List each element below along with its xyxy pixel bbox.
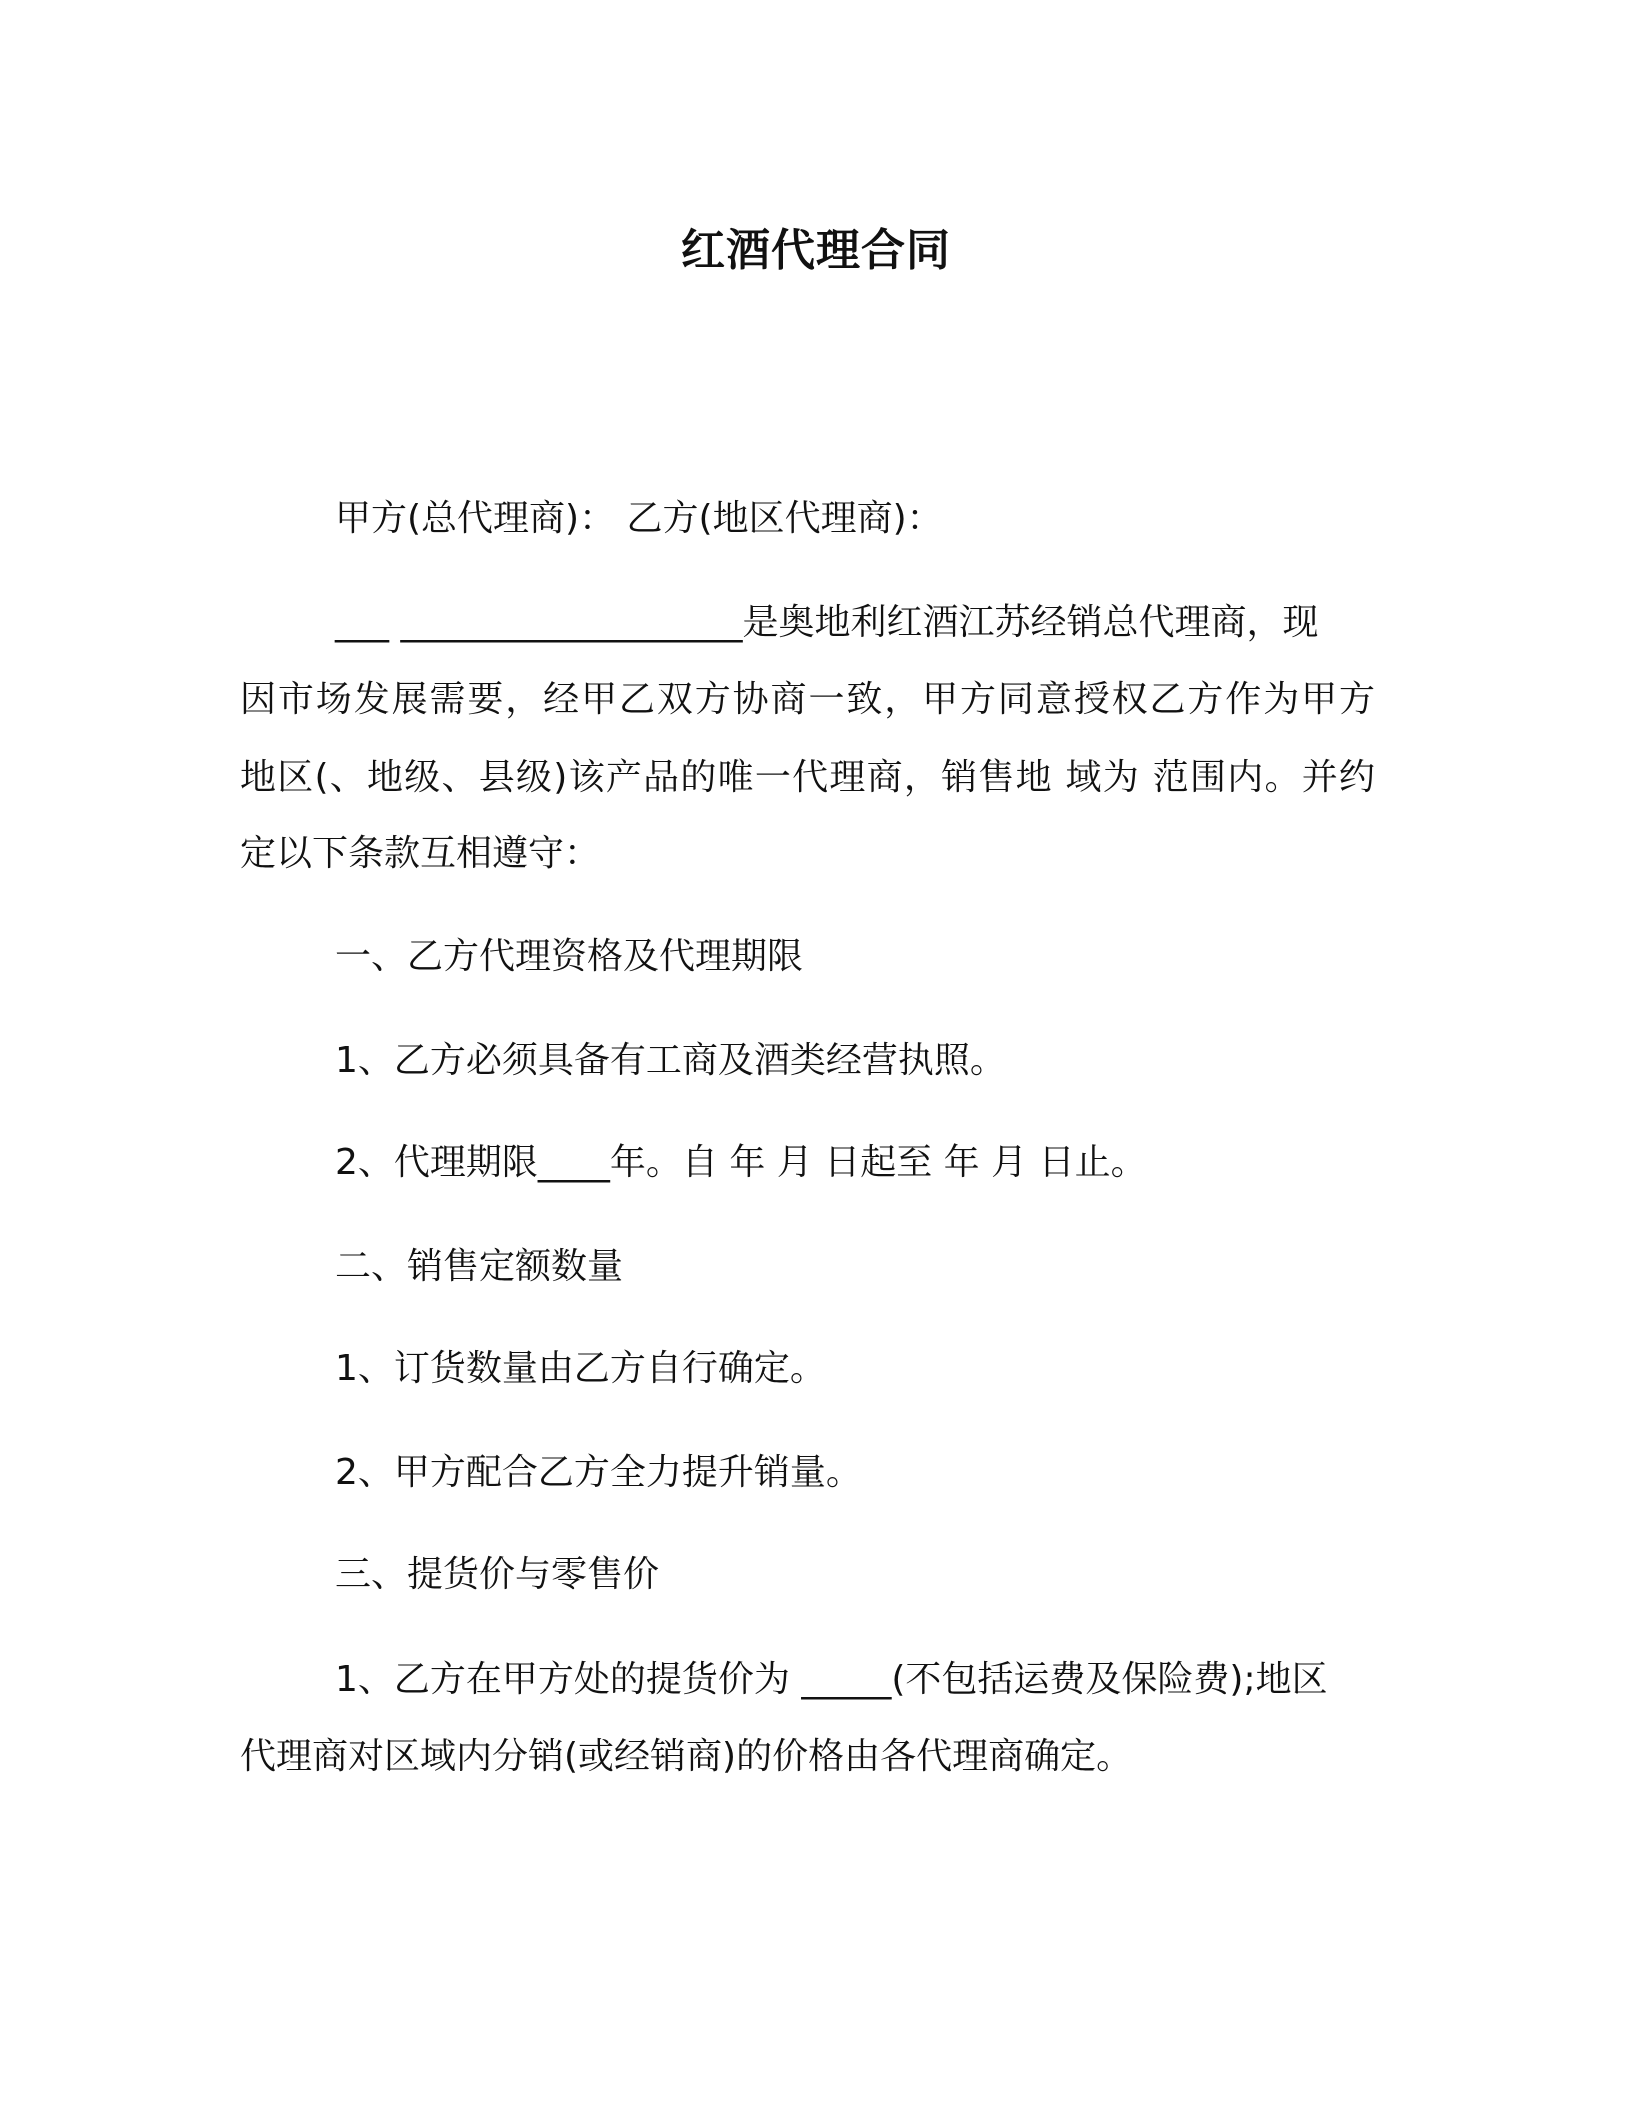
intro-line-4: 定以下条款互相遵守：: [240, 833, 601, 874]
section-2-item-2: 2、甲方配合乙方全力提升销量。: [335, 1452, 862, 1493]
section-3-heading: 三、提货价与零售价: [335, 1554, 660, 1595]
parties-line: 甲方(总代理商)： 乙方(地区代理商)：: [335, 498, 943, 539]
section-3-item-1-line-1: 1、乙方在甲方处的提货价为 _____(不包括运费及保险费);地区: [335, 1659, 1328, 1700]
section-1-heading: 一、乙方代理资格及代理期限: [335, 936, 804, 977]
intro-line-2: 因市场发展需要，经甲乙双方协商一致，甲方同意授权乙方作为甲方: [240, 679, 1375, 720]
section-1-item-2: 2、代理期限____年。自 年 月 日起至 年 月 日止。: [335, 1142, 1147, 1183]
intro-line-1: ___ ___________________是奥地利红酒江苏经销总代理商，现: [335, 602, 1319, 643]
intro-line-3: 地区(、地级、县级)该产品的唯一代理商，销售地 域为 范围内。并约: [240, 757, 1375, 798]
document-title: 红酒代理合同: [681, 225, 951, 276]
section-1-item-1: 1、乙方必须具备有工商及酒类经营执照。: [335, 1040, 1006, 1081]
section-2-item-1: 1、订货数量由乙方自行确定。: [335, 1348, 826, 1389]
section-3-item-1-line-2: 代理商对区域内分销(或经销商)的价格由各代理商确定。: [240, 1736, 1133, 1777]
section-2-heading: 二、销售定额数量: [335, 1246, 624, 1287]
